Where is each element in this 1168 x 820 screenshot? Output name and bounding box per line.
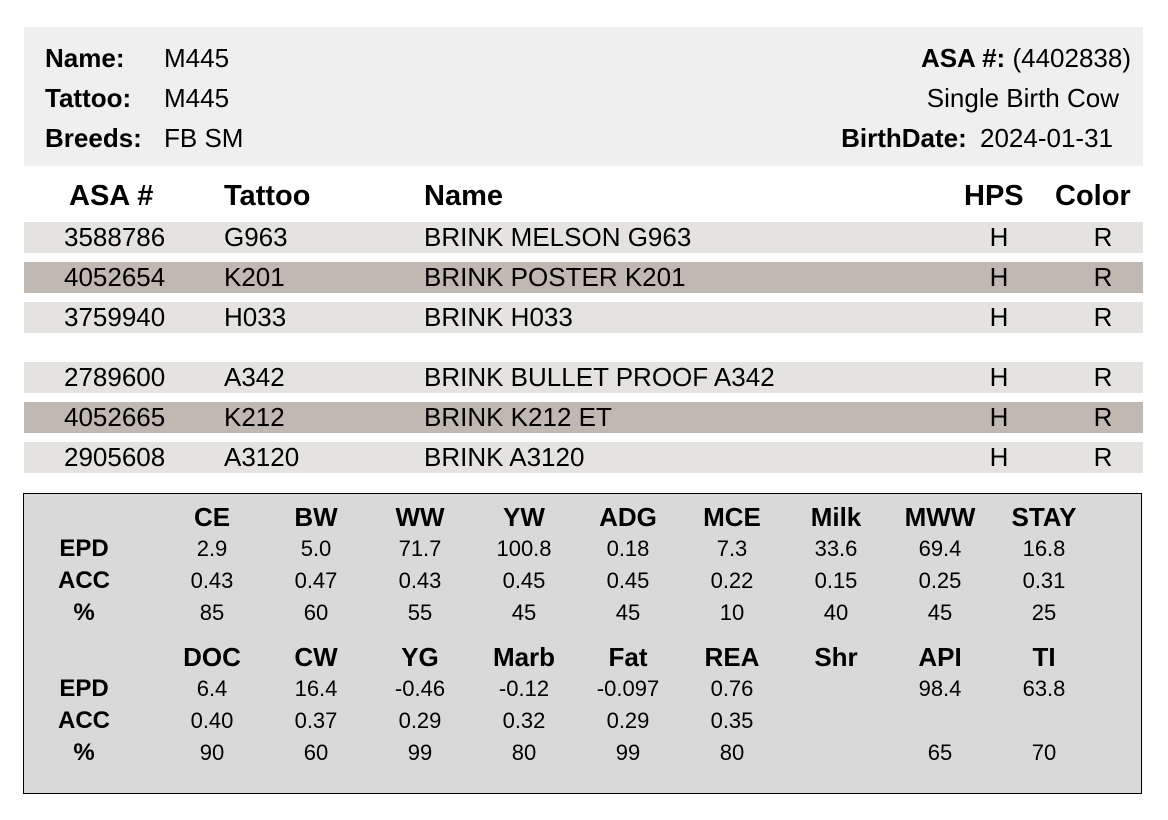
epd-trait-header: DOC [183, 642, 241, 672]
pedigree-name-cell: BRINK POSTER K201 [424, 262, 686, 292]
pedigree-hps-cell: H [989, 362, 1009, 392]
pedigree-hps-cell: H [989, 402, 1009, 432]
acc-value: 0.40 [190, 708, 234, 733]
pedigree-hps-cell: H [989, 302, 1009, 332]
epd-trait-header: Marb [492, 642, 556, 672]
acc-value: 0.31 [1022, 568, 1066, 593]
epd-value: 33.6 [814, 536, 858, 561]
epd-row-label: ACC [58, 567, 110, 594]
percentile-value: 40 [823, 600, 849, 625]
pedigree-name-cell: BRINK MELSON G963 [424, 222, 692, 252]
animal-info-panel [24, 27, 1143, 166]
pedigree-hps-cell: H [989, 262, 1009, 292]
epd-trait-header: API [918, 642, 962, 672]
pedigree-color-cell: R [1093, 402, 1113, 432]
pedigree-row [24, 402, 1143, 433]
pedigree-row [24, 362, 1143, 393]
epd-panel [23, 493, 1142, 794]
col-header-asa: ASA # [69, 180, 154, 212]
percentile-value: 55 [407, 600, 433, 625]
breeds-label: Breeds: [45, 123, 142, 153]
pedigree-hps-cell: H [989, 222, 1009, 252]
col-header-hps: HPS [964, 180, 1024, 212]
pedigree-color-cell: R [1093, 302, 1113, 332]
pedigree-color-cell: R [1093, 222, 1113, 252]
percentile-value: 70 [1031, 740, 1057, 765]
epd-row-label: % [73, 739, 95, 766]
birthdate-label: BirthDate: [841, 123, 967, 153]
percentile-value: 85 [199, 600, 225, 625]
percentile-value: 45 [511, 600, 537, 625]
epd-trait-header: Fat [608, 642, 648, 672]
birthdate-line [841, 123, 1113, 153]
pedigree-tattoo-cell: A3120 [224, 442, 300, 472]
percentile-value: 45 [615, 600, 641, 625]
epd-value: 69.4 [918, 536, 962, 561]
epd-value: 98.4 [918, 676, 962, 701]
percentile-value: 65 [927, 740, 953, 765]
epd-value: 2.9 [196, 536, 228, 561]
pedigree-name-cell: BRINK H033 [424, 302, 573, 332]
pedigree-color-cell: R [1093, 442, 1113, 472]
epd-value: -0.097 [596, 676, 660, 701]
pedigree-asa-cell: 4052665 [64, 402, 166, 432]
pedigree-tattoo-cell: K201 [224, 262, 285, 292]
epd-row-label: % [73, 599, 95, 626]
pedigree-asa-cell: 2789600 [64, 362, 166, 392]
epd-trait-header: MCE [703, 502, 761, 532]
acc-value: 0.25 [918, 568, 962, 593]
asa-number-line [921, 43, 1131, 73]
acc-value: 0.32 [502, 708, 546, 733]
epd-row-label: EPD [59, 675, 109, 702]
epd-value: -0.46 [394, 676, 446, 701]
epd-value: 100.8 [496, 536, 552, 561]
birth-type: Single Birth Cow [926, 83, 1119, 113]
pedigree-asa-cell: 3759940 [64, 302, 166, 332]
pedigree-color-cell: R [1093, 362, 1113, 392]
epd-trait-header: REA [704, 642, 760, 672]
epd-trait-header: STAY [1011, 502, 1077, 532]
acc-value: 0.37 [294, 708, 338, 733]
acc-value: 0.45 [502, 568, 546, 593]
epd-value: 0.18 [606, 536, 650, 561]
pedigree-row [24, 442, 1143, 473]
tattoo-label: Tattoo: [45, 83, 132, 113]
pedigree-name-cell: BRINK A3120 [424, 442, 585, 472]
birthdate-value: 2024-01-31 [980, 123, 1113, 153]
name-value: M445 [164, 43, 230, 73]
pedigree-tattoo-cell: A342 [224, 362, 285, 392]
tattoo-value: M445 [164, 83, 230, 113]
asa-label: ASA #: [920, 43, 1006, 73]
epd-value: 7.3 [716, 536, 748, 561]
percentile-value: 99 [407, 740, 433, 765]
acc-value: 0.35 [710, 708, 754, 733]
pedigree-name-cell: BRINK BULLET PROOF A342 [424, 362, 775, 392]
pedigree-color-cell: R [1093, 262, 1113, 292]
percentile-value: 99 [615, 740, 641, 765]
asa-value: (4402838) [1012, 43, 1131, 73]
epd-trait-header: Milk [810, 502, 862, 532]
percentile-value: 80 [719, 740, 745, 765]
epd-trait-header: YW [503, 502, 545, 532]
pedigree-tattoo-cell: K212 [224, 402, 285, 432]
percentile-value: 80 [511, 740, 537, 765]
col-header-tattoo: Tattoo [224, 180, 311, 212]
pedigree-name-cell: BRINK K212 ET [424, 402, 612, 432]
acc-value: 0.47 [294, 568, 338, 593]
epd-trait-header: WW [395, 502, 445, 532]
pedigree-row [24, 262, 1143, 293]
col-header-color: Color [1055, 180, 1131, 212]
acc-value: 0.22 [710, 568, 754, 593]
percentile-value: 90 [199, 740, 225, 765]
epd-value: 16.4 [294, 676, 338, 701]
acc-value: 0.43 [190, 568, 234, 593]
epd-trait-header: YG [401, 642, 439, 672]
percentile-value: 45 [927, 600, 953, 625]
percentile-value: 60 [303, 740, 329, 765]
percentile-value: 60 [303, 600, 329, 625]
acc-value: 0.43 [398, 568, 442, 593]
breeds-value: FB SM [164, 123, 244, 153]
epd-value: 6.4 [196, 676, 228, 701]
epd-trait-header: ADG [599, 502, 657, 532]
epd-value: -0.12 [498, 676, 550, 701]
pedigree-row [24, 222, 1143, 253]
epd-trait-header: MWW [904, 502, 976, 532]
acc-value: 0.15 [814, 568, 858, 593]
epd-value: 71.7 [398, 536, 442, 561]
pedigree-asa-cell: 4052654 [64, 262, 166, 292]
acc-value: 0.29 [606, 708, 650, 733]
epd-trait-header: CW [294, 642, 338, 672]
epd-trait-header: TI [1032, 642, 1056, 672]
pedigree-hps-cell: H [989, 442, 1009, 472]
epd-value: 63.8 [1022, 676, 1066, 701]
pedigree-row [24, 302, 1143, 333]
pedigree-tattoo-cell: H033 [224, 302, 287, 332]
pedigree-asa-cell: 3588786 [64, 222, 166, 252]
percentile-value: 25 [1031, 600, 1057, 625]
epd-row-label: ACC [58, 707, 110, 734]
epd-trait-header: BW [294, 502, 338, 532]
epd-row-label: EPD [59, 535, 109, 562]
col-header-name: Name [424, 180, 503, 212]
epd-value: 16.8 [1022, 536, 1066, 561]
epd-trait-header: Shr [814, 642, 858, 672]
epd-value: 0.76 [710, 676, 754, 701]
epd-value: 5.0 [300, 536, 332, 561]
acc-value: 0.29 [398, 708, 442, 733]
acc-value: 0.45 [606, 568, 650, 593]
pedigree-tattoo-cell: G963 [224, 222, 288, 252]
epd-trait-header: CE [193, 502, 231, 532]
pedigree-asa-cell: 2905608 [64, 442, 166, 472]
name-label: Name: [45, 43, 125, 73]
percentile-value: 10 [719, 600, 745, 625]
